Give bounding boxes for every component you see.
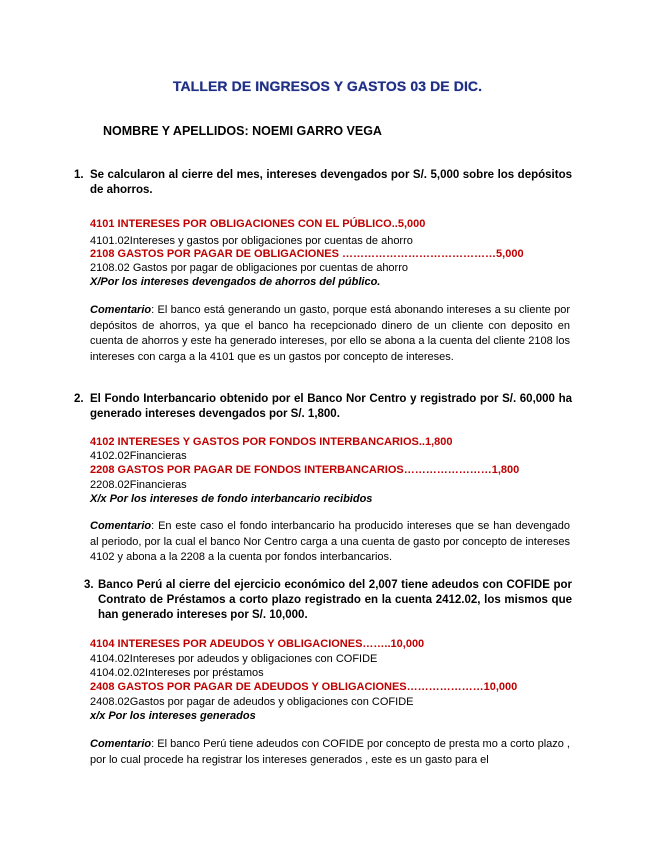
exercise-1-comment [90,303,570,365]
exercise-2-gloss: X/x Por los intereses de fondo interbancario recibidos [90,493,373,505]
comment-label: Comentario [90,304,152,316]
exercise-3-statement [84,578,572,623]
exercise-3-credit-subaccount: 2408.02Gastos por pagar de adeudos y obligaciones con COFIDE [90,696,414,708]
exercise-1-debit-account: 4101 INTERESES POR OBLIGACIONES CON EL PÚBLICO..5,000 [90,218,426,230]
comment-text: : En este caso el fondo interbancario ha producido intereses que se han devengado al periodo, por la cual el banco Nor Centro carga a una cuenta de gasto por concepto de intereses 4102 y abona a la 2208 a la cuenta por fondos interbancarios. [90,520,570,563]
exercise-number: 1. [74,169,84,181]
comment-text: : El banco está generando un gasto, porque está abonando intereses a su cliente por depósitos de ahorros, ya que el banco ha recepcionado dinero de un cliente con deposito en cuenta de ahorros y este ha generado intereses, por ello se abona a la cuenta del cliente 2108 los intereses con carga a la 4101 que es un gastos por concepto de intereses. [90,304,570,363]
exercise-1-gloss: X/Por los intereses devengados de ahorros del público. [90,276,381,288]
exercise-2-comment [90,519,570,566]
exercise-number: 2. [74,393,84,405]
exercise-2-credit-subaccount: 2208.02Financieras [90,479,187,491]
exercise-number: 3. [84,579,94,591]
comment-label: Comentario [90,738,152,750]
exercise-2-credit-account: 2208 GASTOS POR PAGAR DE FONDOS INTERBANCARIOS……………………1,800 [90,464,520,476]
exercise-3-debit-subsubaccount: 4104.02.02Intereses por préstamos [90,667,264,679]
statement-text: Se calcularon al cierre del mes, intereses devengados por S/. 5,000 sobre los depósitos de ahorros. [90,169,572,196]
exercise-1-debit-subaccount: 4101.02Intereses y gastos por obligaciones por cuentas de ahorro [90,235,413,247]
page-title: TALLER DE INGRESOS Y GASTOS 03 DE DIC. [172,78,483,94]
exercise-3-gloss: x/x Por los intereses generados [90,710,256,722]
exercise-3-comment [90,737,570,768]
exercise-3-debit-subaccount: 4104.02Intereses por adeudos y obligaciones con COFIDE [90,653,378,665]
comment-label: Comentario [90,520,152,532]
exercise-3-credit-account: 2408 GASTOS POR PAGAR DE ADEUDOS Y OBLIGACIONES…………………10,000 [90,681,518,693]
exercise-2-debit-subaccount: 4102.02Financieras [90,450,187,462]
exercise-3-debit-account: 4104 INTERESES POR ADEUDOS Y OBLIGACIONES……..10,000 [90,638,425,650]
exercise-1-statement [74,168,572,198]
exercise-1-credit-subaccount: 2108.02 Gastos por pagar de obligaciones por cuentas de ahorro [90,262,408,274]
exercise-2-statement [74,392,572,422]
exercise-2-debit-account: 4102 INTERESES Y GASTOS POR FONDOS INTERBANCARIOS..1,800 [90,436,453,448]
student-name: NOMBRE Y APELLIDOS: NOEMI GARRO VEGA [103,124,382,138]
comment-text: : El banco Perú tiene adeudos con COFIDE por concepto de presta mo a corto plazo , por lo cual procede ha registrar los intereses generados , este es un gasto para el [90,738,570,766]
statement-text: El Fondo Interbancario obtenido por el Banco Nor Centro y registrado por S/. 60,000 ha generado intereses devengados por S/. 1,800. [90,393,572,420]
exercise-1-credit-account: 2108 GASTOS POR PAGAR DE OBLIGACIONES ……………………………………5,000 [90,248,524,260]
statement-text: Banco Perú al cierre del ejercicio económico del 2,007 tiene adeudos con COFIDE por Contrato de Préstamos a corto plazo registrado en la cuenta 2412.02, los mismos que han generado intereses por S/. 10,000. [98,579,572,621]
